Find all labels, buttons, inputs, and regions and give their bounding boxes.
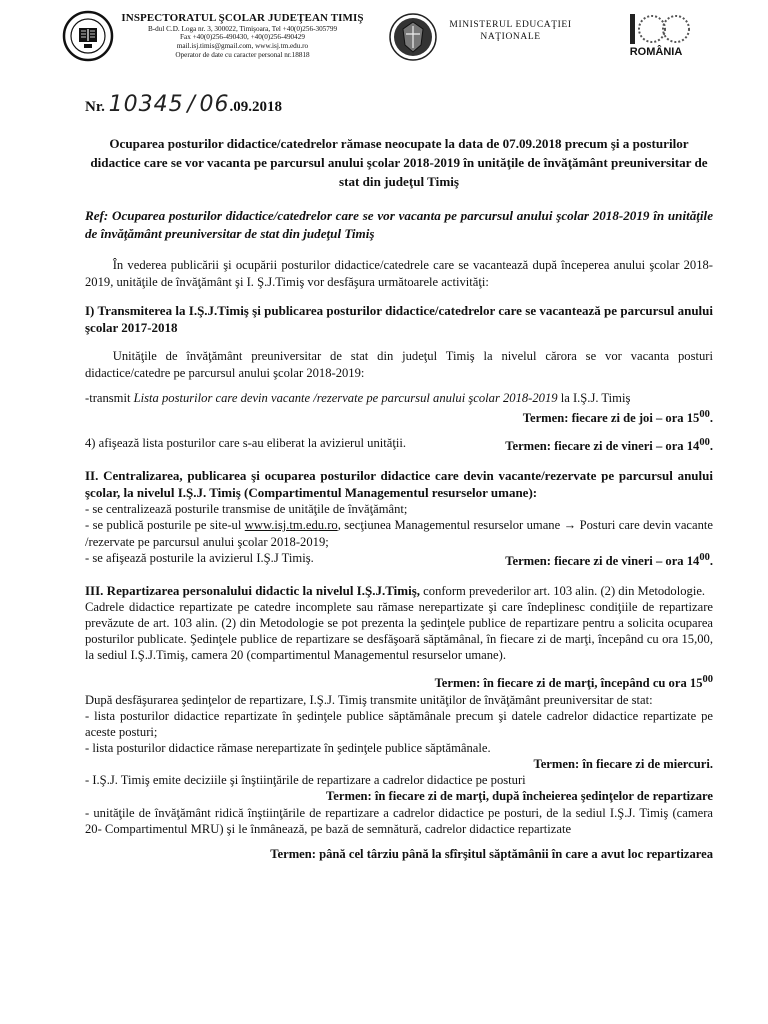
section-1-paragraph: Unităţile de învăţământ preuniversitar de stat din judeţul Timiş la nivelul cărora se vor vacanta posturi didactice/catedre pe parcursul anului şcolar 2018-2019:: [85, 349, 713, 380]
section-3-paragraph-2: După desfăşurarea şedinţelor de repartizare, I.Ş.J. Timiş transmite unităţilor de învăţământ preuniversitar de stat:: [85, 692, 653, 707]
institution-fax: Fax +40(0)256-490430, +40(0)256-490429: [180, 33, 305, 42]
section-3-bullet-2: - lista posturilor didactice rămase nerepartizate în şedinţele publice săptămânale.: [85, 740, 491, 755]
institution-operator: Operator de date cu caracter personal nr.18818: [175, 50, 310, 59]
deadline-minutes: 00: [702, 674, 713, 686]
section-3-paragraph-1: Cadrele didactice repartizate pe catedre incomplete sau rămase nerepartizate şi care îndeplinesc condiţiile de repartizare prevăzute de art. 103 alin. (2) din Metodologie se pot prezenta la şedinţele publice de repartizare pentru a solicita ocuparea posturilor publicate. Şedinţele publice de repartizare se desfăşoară săptămânal, în fiecare zi de marţi, începând cu ora 15,00, la sediul I.Ş.J.Timiş, camera 20 (compartimentul Managementul resurselor umane).: [85, 600, 713, 663]
section-3-bullet-4: - unităţile de învăţământ ridică înştiinţările de repartizare a cadrelor didactice pe posturi, de la sediul I.Ş.J. Timiş (camera 20- Compartimentul MRU) şi le înmânează, pe bază de semnătură, cadrelor didactice repartizate: [85, 805, 713, 836]
handwritten-day: 06: [199, 92, 230, 117]
section-2-bullet-3: - se afişează posturile la avizierul I.Ş.J Timiş.: [85, 551, 314, 566]
romania-coat-of-arms-icon: [388, 12, 438, 62]
document-body: [85, 134, 713, 862]
section-3-heading-rest: conform prevederilor art. 103 alin. (2) din Metodologie.: [420, 584, 706, 599]
section-3-deadline-4: Termen: până cel târziu până la sfîrşitul săptămânii în care a avut loc repartizarea: [270, 846, 713, 861]
deadline-text: Termen: în fiecare zi de marţi, începând cu ora 15: [434, 676, 703, 691]
ministry-line-1: MINISTERUL EDUCAŢIEI: [449, 20, 572, 30]
deadline-end: .: [709, 554, 713, 569]
registration-prefix: Nr.: [85, 99, 105, 115]
deadline-minutes: 00: [699, 437, 710, 449]
institution-address: B-dul C.D. Loga nr. 3, 300022, Timişoara, Tel +40(0)256-305799: [147, 24, 338, 33]
section-2-bullet-2: [85, 517, 713, 550]
section-3-deadline-3: Termen: în fiecare zi de marţi, după încheierea şedinţelor de repartizare: [326, 789, 713, 804]
centenary-label: ROMÂNIA: [629, 46, 683, 58]
deadline-end: .: [709, 439, 713, 454]
isj-timis-logo: [62, 10, 114, 62]
deadline-text: Termen: fiecare zi de vineri – ora 14: [505, 554, 700, 569]
section-1-deadline-2: [505, 435, 713, 455]
document-title: Ocuparea posturilor didactice/catedrelor rămase neocupate la data de 07.09.2018 precum şi a posturilor didactice care se vor vacanta pe parcursul anului şcolar 2018-2019 în unităţile de învăţământ preuniversitar de stat din judeţul Timiş: [90, 136, 708, 189]
intro-paragraph: În vederea publicării şi ocupării posturilor didactice/catedrele care se vacantează după începerea anului şcolar 2018-2019, unităţile de învăţământ şi I. Ş.J.Timiş vor desfăşura următoarele activităţi:: [85, 258, 713, 289]
ministry-name: [443, 20, 578, 44]
institution-name: INSPECTORATUL ŞCOLAR JUDEŢEAN TIMIŞ: [121, 12, 364, 24]
deadline-end: .: [709, 410, 713, 425]
isj-website-link[interactable]: www.isj.tm.edu.ro: [244, 518, 338, 533]
section-2-bullet-1: - se centralizează posturile transmise de unităţile de învăţământ;: [85, 501, 408, 516]
centenary-100-logo: [616, 10, 696, 68]
institution-email: mail.isj.timis@gmail.com, www.isj.tm.edu.ro: [176, 42, 309, 51]
transmit-list-title: Lista posturilor care devin vacante /rezervate pe parcursul anului şcolar 2018-2019: [133, 391, 558, 405]
transmit-prefix: -transmit: [85, 391, 134, 405]
section-1-item-4-row: [85, 435, 713, 455]
section-3-deadline-1: [85, 672, 713, 692]
deadline-text: Termen: fiecare zi de vineri – ora 14: [505, 439, 700, 454]
section-1-item-4: 4) afişează lista posturilor care s-au eliberat la avizierul unităţii.: [85, 436, 406, 451]
handwritten-number: 10345: [108, 92, 184, 117]
section-1-transmit-line: [85, 390, 713, 407]
deadline-minutes: 00: [699, 408, 710, 420]
section-2-bullet-3-row: [85, 550, 713, 570]
reference-line: Ref: Ocuparea posturilor didactice/catedrelor care se vor vacanta pe parcursul anului şcolar 2018-2019 în unităţile de învăţământ preuniversitar de stat din judeţul Timiş: [85, 208, 713, 241]
section-3-heading-line: [85, 582, 713, 599]
section-3-bullet-1: - lista posturilor didactice repartizate în şedinţele publice săptămânale precum şi datele cadrelor didactice repartizate pe aceste posturi;: [85, 708, 713, 739]
registration-date: .09.2018: [229, 99, 283, 115]
section-1-heading: I) Transmiterea la I.Ş.J.Timiş şi publicarea posturilor didactice/catedrelor care se vacantează pe parcursul anului şcolar 2017-2018: [85, 303, 713, 335]
transmit-suffix: la I.Ş.J. Timiş: [557, 391, 631, 405]
section-2-deadline: [505, 550, 713, 570]
ministry-line-2: NAŢIONALE: [480, 31, 541, 42]
section-3-deadline-2: Termen: în fiecare zi de miercuri.: [533, 756, 713, 771]
section-2-heading: II. Centralizarea, publicarea şi ocuparea posturilor didactice care devin vacante/rezervate pe parcursul anului şcolar, la nivelul I.Ş.J. Timiş (Compartimentul Managementul resurselor umane):: [85, 467, 713, 500]
bullet-2-suffix: , secţiunea Managementul resurselor umane → Posturi care devin vacante /rezervate pe parcursul anului şcolar 2018-2019;: [85, 518, 713, 549]
institution-block: [120, 12, 365, 60]
section-3-bullet-3: - I.Ş.J. Timiş emite deciziile şi înştiinţările de repartizare a cadrelor didactice pe posturi: [85, 773, 526, 788]
section-1-deadline-1: [85, 407, 713, 427]
section-3-heading: III. Repartizarea personalului didactic la nivelul I.Ş.J.Timiş,: [85, 583, 421, 599]
handwritten-separator: /: [187, 92, 196, 117]
registration-number: [85, 92, 282, 117]
deadline-text: Termen: fiecare zi de joi – ora 15: [522, 410, 700, 425]
bullet-2-prefix: - se publică posturile pe site-ul: [85, 518, 245, 533]
deadline-minutes: 00: [699, 552, 710, 564]
